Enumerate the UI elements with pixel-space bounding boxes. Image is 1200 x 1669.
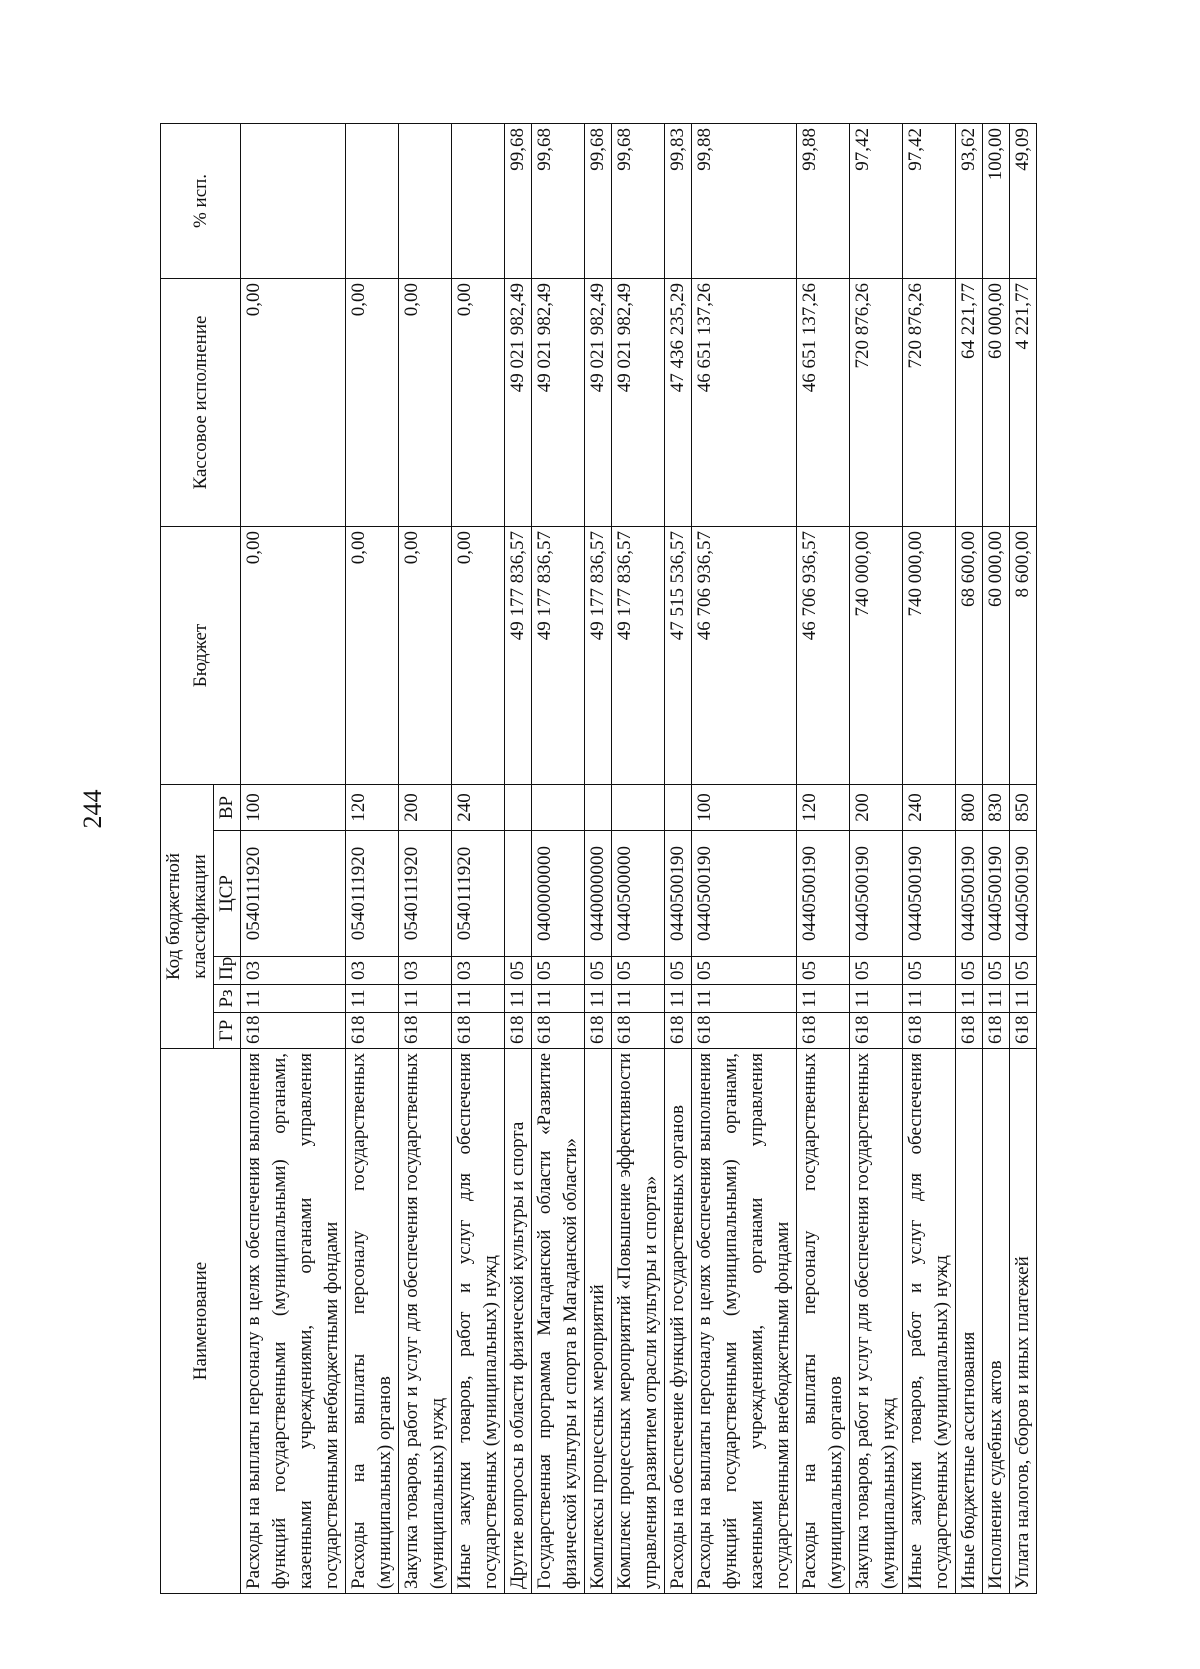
- cell-budget: 47 515 536,57: [665, 526, 692, 784]
- cell-gr: 618: [903, 1013, 956, 1049]
- cell-pr: 05: [532, 957, 585, 985]
- cell-rz: 11: [452, 985, 505, 1013]
- cell-vr: 850: [1010, 784, 1037, 830]
- cell-rz: 11: [1010, 985, 1037, 1013]
- cell-percent: 99,68: [532, 123, 585, 278]
- cell-csr: 0440500190: [956, 831, 983, 957]
- table-row: [665, 123, 692, 1593]
- cell-budget: 0,00: [241, 526, 346, 784]
- cell-vr: 240: [452, 784, 505, 830]
- cell-vr: 200: [850, 784, 903, 830]
- cell-gr: 618: [1010, 1013, 1037, 1049]
- cell-budget: 0,00: [346, 526, 399, 784]
- cell-name: Государственная программа Магаданской области «Развитие физической культуры и спорта в Магаданской области»: [532, 1049, 585, 1594]
- cell-pr: 03: [346, 957, 399, 985]
- cell-pr: 05: [956, 957, 983, 985]
- cell-pr: 05: [505, 957, 532, 985]
- cell-pr: 05: [903, 957, 956, 985]
- table-row: [692, 123, 797, 1593]
- cell-gr: 618: [346, 1013, 399, 1049]
- cell-cash: 0,00: [399, 278, 452, 526]
- cell-vr: 240: [903, 784, 956, 830]
- header-rz: Рз: [214, 985, 241, 1013]
- cell-gr: 618: [612, 1013, 665, 1049]
- cell-name: Уплата налогов, сборов и иных платежей: [1010, 1049, 1037, 1594]
- cell-cash: 0,00: [346, 278, 399, 526]
- cell-percent: 93,62: [956, 123, 983, 278]
- table-row: [532, 123, 585, 1593]
- cell-vr: [532, 784, 585, 830]
- cell-percent: 99,68: [612, 123, 665, 278]
- cell-vr: 830: [983, 784, 1010, 830]
- cell-pr: 05: [1010, 957, 1037, 985]
- cell-name: Другие вопросы в области физической культуры и спорта: [505, 1049, 532, 1594]
- header-budget: Бюджет: [161, 526, 241, 784]
- cell-csr: 0440500000: [612, 831, 665, 957]
- table-row: [346, 123, 399, 1593]
- cell-gr: 618: [692, 1013, 797, 1049]
- header-code-group: Код бюджетной классификации: [161, 784, 214, 1048]
- cell-vr: 120: [346, 784, 399, 830]
- cell-cash: 4 221,77: [1010, 278, 1037, 526]
- header-name: Наименование: [161, 1049, 241, 1594]
- cell-gr: 618: [665, 1013, 692, 1049]
- cell-percent: 97,42: [903, 123, 956, 278]
- page-number: 244: [78, 789, 107, 829]
- cell-name: Расходы на выплаты персоналу в целях обеспечения выполнения функций государственными (муниципальными) органами, казенными учреждениями, органами управления государственными внебюджетными фондами: [692, 1049, 797, 1594]
- cell-budget: 60 000,00: [983, 526, 1010, 784]
- cell-percent: 100,00: [983, 123, 1010, 278]
- cell-name: Иные закупки товаров, работ и услуг для обеспечения государственных (муниципальных) нужд: [452, 1049, 505, 1594]
- cell-percent: 97,42: [850, 123, 903, 278]
- cell-name: Расходы на выплаты персоналу государственных (муниципальных) органов: [797, 1049, 850, 1594]
- header-row: [161, 123, 214, 1593]
- cell-csr: 0540111920: [399, 831, 452, 957]
- cell-csr: 0440500190: [665, 831, 692, 957]
- cell-percent: 99,68: [505, 123, 532, 278]
- cell-gr: 618: [399, 1013, 452, 1049]
- cell-cash: 49 021 982,49: [532, 278, 585, 526]
- cell-cash: 46 651 137,26: [797, 278, 850, 526]
- cell-rz: 11: [241, 985, 346, 1013]
- cell-gr: 618: [505, 1013, 532, 1049]
- cell-gr: 618: [241, 1013, 346, 1049]
- cell-cash: 720 876,26: [903, 278, 956, 526]
- header-csr: ЦСР: [214, 831, 241, 957]
- cell-pr: 05: [665, 957, 692, 985]
- cell-budget: 0,00: [452, 526, 505, 784]
- cell-budget: 740 000,00: [850, 526, 903, 784]
- table-row: [612, 123, 665, 1593]
- cell-csr: 0540111920: [241, 831, 346, 957]
- cell-budget: 68 600,00: [956, 526, 983, 784]
- table-row: [241, 123, 346, 1593]
- cell-csr: 0400000000: [532, 831, 585, 957]
- cell-cash: 720 876,26: [850, 278, 903, 526]
- cell-vr: [585, 784, 612, 830]
- cell-budget: 46 706 936,57: [797, 526, 850, 784]
- cell-pr: 05: [850, 957, 903, 985]
- cell-budget: 740 000,00: [903, 526, 956, 784]
- cell-rz: 11: [903, 985, 956, 1013]
- cell-vr: 100: [241, 784, 346, 830]
- cell-cash: 64 221,77: [956, 278, 983, 526]
- table-body: [241, 123, 1037, 1593]
- cell-csr: 0440500190: [1010, 831, 1037, 957]
- cell-csr: [505, 831, 532, 957]
- cell-budget: 49 177 836,57: [505, 526, 532, 784]
- table-row: [452, 123, 505, 1593]
- cell-percent: 49,09: [1010, 123, 1037, 278]
- cell-csr: 0440000000: [585, 831, 612, 957]
- cell-vr: [612, 784, 665, 830]
- cell-rz: 11: [505, 985, 532, 1013]
- cell-pr: 05: [692, 957, 797, 985]
- cell-pr: 05: [797, 957, 850, 985]
- cell-pr: 05: [585, 957, 612, 985]
- cell-budget: 0,00: [399, 526, 452, 784]
- cell-pr: 05: [612, 957, 665, 985]
- cell-percent: 99,83: [665, 123, 692, 278]
- cell-gr: 618: [452, 1013, 505, 1049]
- cell-csr: 0440500190: [692, 831, 797, 957]
- cell-budget: 8 600,00: [1010, 526, 1037, 784]
- cell-csr: 0540111920: [346, 831, 399, 957]
- cell-vr: 800: [956, 784, 983, 830]
- cell-rz: 11: [399, 985, 452, 1013]
- cell-gr: 618: [983, 1013, 1010, 1049]
- cell-gr: 618: [850, 1013, 903, 1049]
- cell-rz: 11: [692, 985, 797, 1013]
- cell-cash: 0,00: [241, 278, 346, 526]
- table-row: [585, 123, 612, 1593]
- table-row: [850, 123, 903, 1593]
- cell-gr: 618: [532, 1013, 585, 1049]
- cell-budget: 49 177 836,57: [612, 526, 665, 784]
- cell-name: Исполнение судебных актов: [983, 1049, 1010, 1594]
- cell-percent: 99,68: [585, 123, 612, 278]
- cell-gr: 618: [797, 1013, 850, 1049]
- header-pr: Пр: [214, 957, 241, 985]
- cell-pr: 03: [241, 957, 346, 985]
- cell-percent: [346, 123, 399, 278]
- cell-vr: [665, 784, 692, 830]
- cell-rz: 11: [665, 985, 692, 1013]
- cell-name: Комплексы процессных мероприятий: [585, 1049, 612, 1594]
- cell-name: Расходы на выплаты персоналу государственных (муниципальных) органов: [346, 1049, 399, 1594]
- cell-rz: 11: [983, 985, 1010, 1013]
- cell-percent: [452, 123, 505, 278]
- cell-csr: 0440500190: [983, 831, 1010, 957]
- budget-table: [160, 123, 1037, 1594]
- cell-rz: 11: [585, 985, 612, 1013]
- cell-gr: 618: [956, 1013, 983, 1049]
- cell-cash: 49 021 982,49: [612, 278, 665, 526]
- cell-name: Закупка товаров, работ и услуг для обеспечения государственных (муниципальных) нужд: [850, 1049, 903, 1594]
- cell-cash: 0,00: [452, 278, 505, 526]
- cell-pr: 03: [452, 957, 505, 985]
- table-row: [956, 123, 983, 1593]
- cell-rz: 11: [532, 985, 585, 1013]
- cell-csr: 0440500190: [903, 831, 956, 957]
- cell-cash: 60 000,00: [983, 278, 1010, 526]
- cell-budget: 49 177 836,57: [585, 526, 612, 784]
- table-row: [983, 123, 1010, 1593]
- cell-gr: 618: [585, 1013, 612, 1049]
- cell-percent: [241, 123, 346, 278]
- header-percent: % исп.: [161, 123, 241, 278]
- cell-rz: 11: [797, 985, 850, 1013]
- header-vr: ВР: [214, 784, 241, 830]
- cell-rz: 11: [612, 985, 665, 1013]
- cell-name: Расходы на обеспечение функций государственных органов: [665, 1049, 692, 1594]
- cell-rz: 11: [956, 985, 983, 1013]
- cell-budget: 46 706 936,57: [692, 526, 797, 784]
- cell-pr: 03: [399, 957, 452, 985]
- header-cash: Кассовое исполнение: [161, 278, 241, 526]
- table-row: [797, 123, 850, 1593]
- header-gr: ГР: [214, 1013, 241, 1049]
- cell-csr: 0440500190: [797, 831, 850, 957]
- cell-rz: 11: [346, 985, 399, 1013]
- table-row: [399, 123, 452, 1593]
- cell-budget: 49 177 836,57: [532, 526, 585, 784]
- table-row: [505, 123, 532, 1593]
- cell-percent: 99,88: [797, 123, 850, 278]
- cell-percent: 99,88: [692, 123, 797, 278]
- cell-vr: 100: [692, 784, 797, 830]
- cell-percent: [399, 123, 452, 278]
- cell-cash: 49 021 982,49: [585, 278, 612, 526]
- cell-vr: [505, 784, 532, 830]
- table-row: [903, 123, 956, 1593]
- cell-cash: 49 021 982,49: [505, 278, 532, 526]
- cell-csr: 0540111920: [452, 831, 505, 957]
- cell-cash: 46 651 137,26: [692, 278, 797, 526]
- cell-vr: 200: [399, 784, 452, 830]
- cell-cash: 47 436 235,29: [665, 278, 692, 526]
- cell-vr: 120: [797, 784, 850, 830]
- cell-name: Комплекс процессных мероприятий «Повышение эффективности управления развитием отрасли культуры и спорта»: [612, 1049, 665, 1594]
- cell-rz: 11: [850, 985, 903, 1013]
- table-row: [1010, 123, 1037, 1593]
- cell-pr: 05: [983, 957, 1010, 985]
- cell-name: Расходы на выплаты персоналу в целях обеспечения выполнения функций государственными (муниципальными) органами, казенными учреждениями, органами управления государственными внебюджетными фондами: [241, 1049, 346, 1594]
- cell-csr: 0440500190: [850, 831, 903, 957]
- cell-name: Иные бюджетные ассигнования: [956, 1049, 983, 1594]
- cell-name: Иные закупки товаров, работ и услуг для обеспечения государственных (муниципальных) нужд: [903, 1049, 956, 1594]
- cell-name: Закупка товаров, работ и услуг для обеспечения государственных (муниципальных) нужд: [399, 1049, 452, 1594]
